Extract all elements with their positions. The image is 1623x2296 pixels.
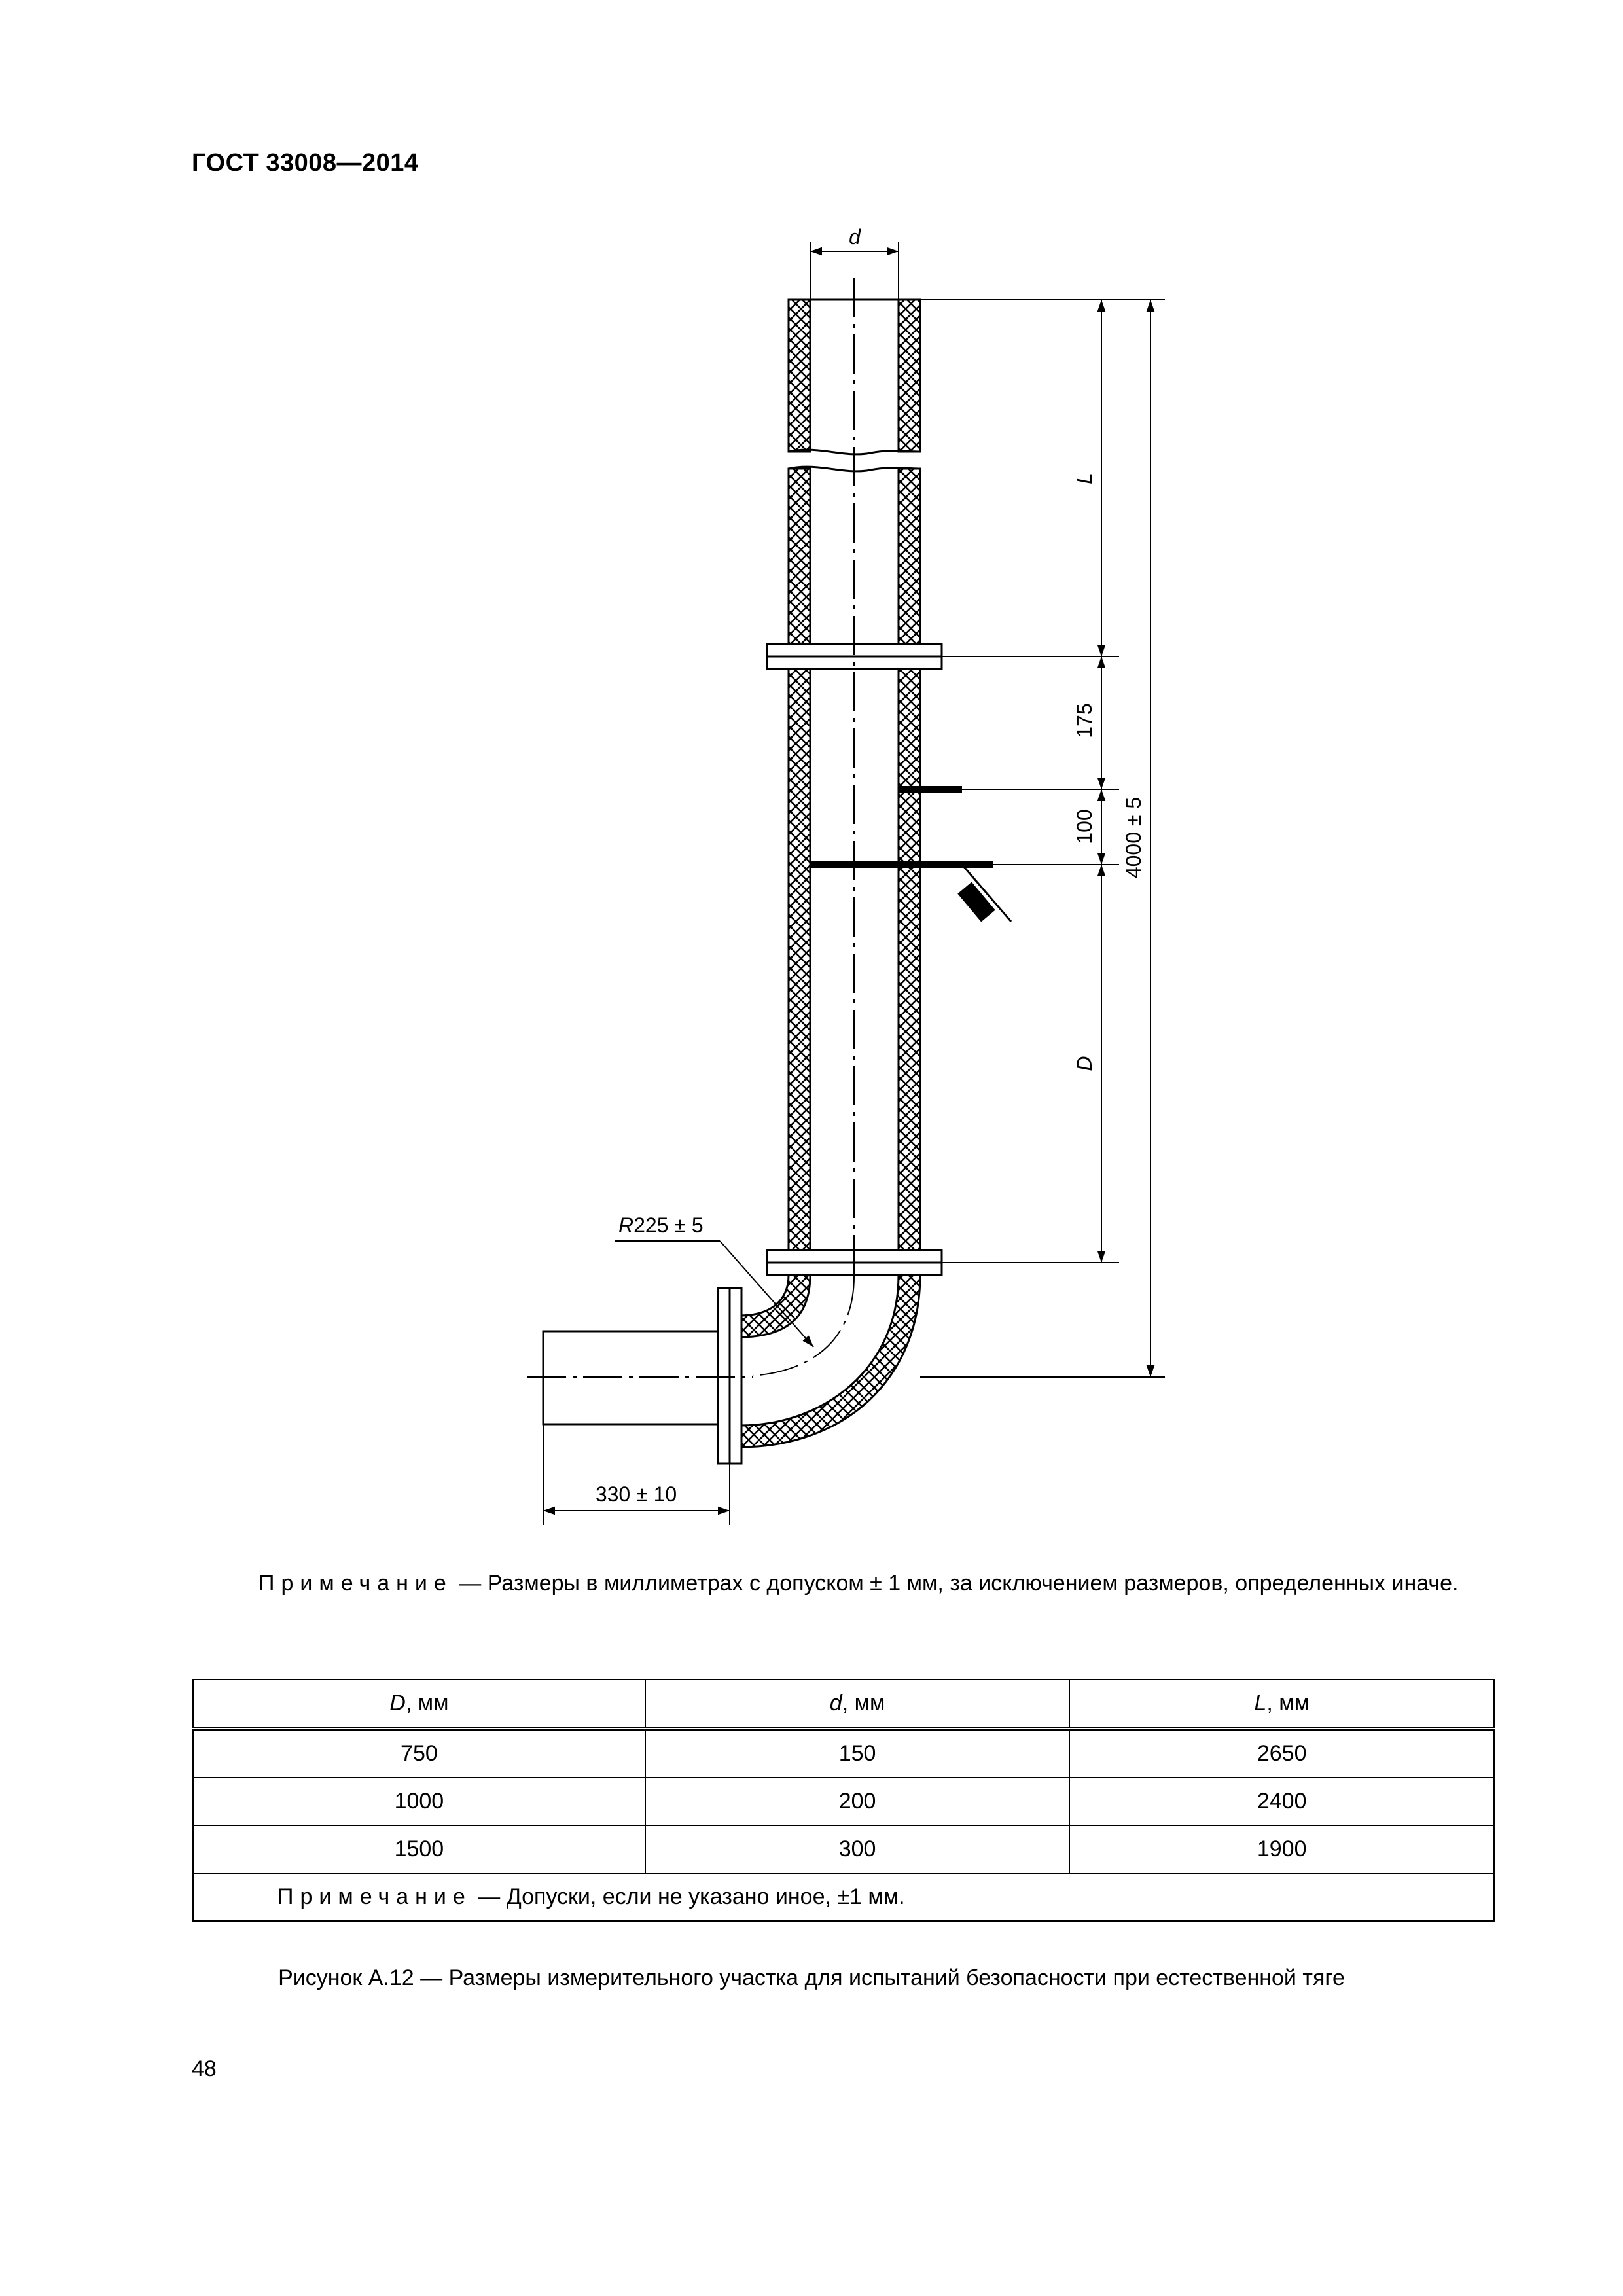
note-label: Примечание (259, 1571, 453, 1596)
header-d: d, мм (645, 1679, 1070, 1729)
label-L: L (1073, 473, 1096, 484)
table-cell: 1500 (193, 1825, 645, 1873)
header-L: L, мм (1069, 1679, 1494, 1729)
note-text: — Размеры в миллиметрах с допуском ± 1 мм, за исключением размеров, определенных иначе. (452, 1571, 1459, 1596)
table-cell: 1000 (193, 1778, 645, 1825)
table-row (193, 1825, 1494, 1873)
table-cell: 750 (193, 1729, 645, 1778)
figure-caption: Рисунок А.12 — Размеры измерительного участка для испытаний безопасности при естественной тяге (278, 1965, 1345, 1990)
table-note (193, 1873, 1494, 1921)
dimensions-table (192, 1679, 1495, 1922)
table-note-label: Примечание (277, 1884, 472, 1909)
table-cell: 200 (645, 1778, 1070, 1825)
label-d: d (849, 225, 861, 249)
pipe-elbow (740, 1275, 920, 1447)
table-header-row (193, 1679, 1494, 1729)
page-number: 48 (192, 2056, 217, 2081)
label-D: D (1073, 1056, 1096, 1071)
table-note-row (193, 1873, 1494, 1921)
label-330: 330 ± 10 (595, 1482, 677, 1506)
table-note-text: — Допуски, если не указано иное, ±1 мм. (471, 1884, 905, 1909)
label-4000: 4000 ± 5 (1122, 797, 1145, 879)
radius-label: R225 ± 5 (618, 1213, 704, 1237)
drawing-note (192, 1568, 1501, 1599)
table-row (193, 1778, 1494, 1825)
table-row (193, 1729, 1494, 1778)
outlet-flange (718, 1288, 741, 1463)
label-175: 175 (1073, 703, 1096, 738)
header-D: D, мм (193, 1679, 645, 1729)
dimension-330 (543, 1424, 730, 1525)
table-cell: 150 (645, 1729, 1070, 1778)
label-100: 100 (1073, 809, 1096, 844)
table-cell: 1900 (1069, 1825, 1494, 1873)
table-cell: 300 (645, 1825, 1070, 1873)
table-cell: 2650 (1069, 1729, 1494, 1778)
document-header: ГОСТ 33008—2014 (192, 149, 419, 177)
table-cell: 2400 (1069, 1778, 1494, 1825)
